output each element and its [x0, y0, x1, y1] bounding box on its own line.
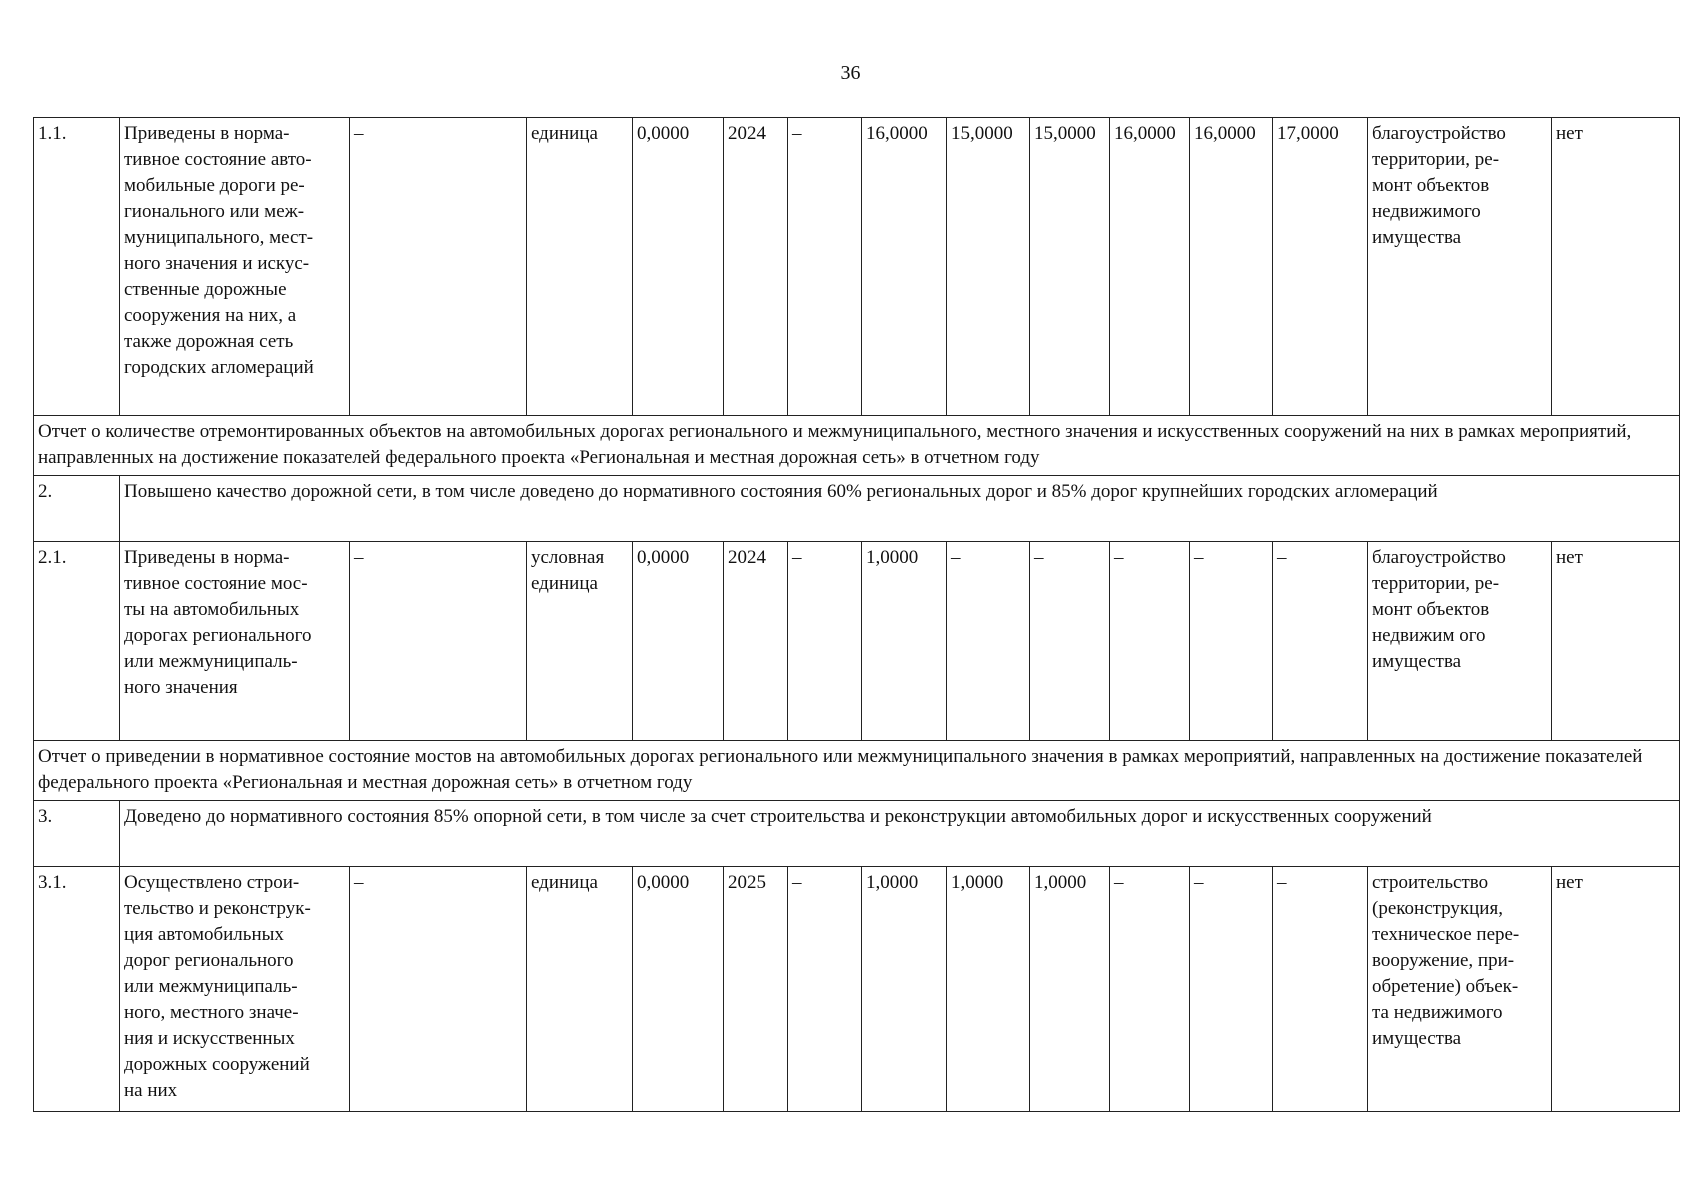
report-row: [34, 741, 1680, 801]
value-cell: 1,0000: [1030, 867, 1110, 1112]
indicator-title: Осуществлено строи- тельство и реконструк- ция автомобильных дорог регионального или межмуниципаль- ного, местного значе- ния и искусственных дорожных сооружений на них: [120, 867, 350, 1112]
value-cell: –: [1190, 542, 1273, 741]
value-cell: 16,0000: [1190, 118, 1273, 416]
section-number: 2.: [34, 476, 120, 542]
indicator-row: [34, 542, 1680, 741]
unit-cell: единица: [527, 118, 633, 416]
section-row: [34, 801, 1680, 867]
base-value: 0,0000: [633, 118, 724, 416]
year-cell: 2024: [724, 118, 788, 416]
base-value: 0,0000: [633, 542, 724, 741]
category-cell: строительство (реконструкция, техническое пере- вооружение, при- обретение) объек- та недвижимого имущества: [1368, 867, 1552, 1112]
flag-cell: нет: [1552, 867, 1680, 1112]
value-cell: 1,0000: [947, 867, 1030, 1112]
value-cell: –: [1273, 542, 1368, 741]
value-cell: –: [1030, 542, 1110, 741]
value-cell: –: [947, 542, 1030, 741]
year-cell: 2024: [724, 542, 788, 741]
indicator-row: [34, 867, 1680, 1112]
value-cell: 16,0000: [1110, 118, 1190, 416]
indicators-table: [33, 117, 1680, 1112]
cell-dash: –: [788, 118, 862, 416]
row-number: 3.1.: [34, 867, 120, 1112]
cell-dash: –: [788, 867, 862, 1112]
value-cell: 15,0000: [1030, 118, 1110, 416]
section-title: Повышено качество дорожной сети, в том числе доведено до нормативного состояния 60% региональных дорог и 85% дорог крупнейших городских агломераций: [120, 476, 1680, 542]
value-cell: –: [1190, 867, 1273, 1112]
section-row: [34, 476, 1680, 542]
report-row: [34, 416, 1680, 476]
value-cell: 16,0000: [862, 118, 947, 416]
flag-cell: нет: [1552, 118, 1680, 416]
value-cell: –: [1110, 542, 1190, 741]
report-text: Отчет о приведении в нормативное состояние мостов на автомобильных дорогах регионального или межмуниципального значения в рамках мероприятий, направленных на достижение показателей федерального проекта «Региональная и местная дорожная сеть» в отчетном году: [34, 741, 1680, 801]
year-cell: 2025: [724, 867, 788, 1112]
row-number: 2.1.: [34, 542, 120, 741]
indicator-row: [34, 118, 1680, 416]
cell-dash: –: [350, 867, 527, 1112]
row-number: 1.1.: [34, 118, 120, 416]
indicator-title: Приведены в норма- тивное состояние мос- ты на автомобильных дорогах регионального или межмуниципаль- ного значения: [120, 542, 350, 741]
section-number: 3.: [34, 801, 120, 867]
value-cell: 1,0000: [862, 867, 947, 1112]
value-cell: 1,0000: [862, 542, 947, 741]
cell-dash: –: [350, 118, 527, 416]
category-cell: благоустройство территории, ре- монт объектов недвижим ого имущества: [1368, 542, 1552, 741]
cell-dash: –: [350, 542, 527, 741]
report-text: Отчет о количестве отремонтированных объектов на автомобильных дорогах регионального и межмуниципального, местного значения и искусственных сооружений на них в рамках мероприятий, направленных на достижение показателей федерального проекта «Региональная и местная дорожная сеть» в отчетном году: [34, 416, 1680, 476]
value-cell: –: [1273, 867, 1368, 1112]
indicator-title: Приведены в норма- тивное состояние авто- мобильные дороги ре- гионального или меж- муниципального, мест- ного значения и искус- ственные дорожные сооружения на них, а также дорожная сеть городских агломераций: [120, 118, 350, 416]
category-cell: благоустройство территории, ре- монт объектов недвижимого имущества: [1368, 118, 1552, 416]
value-cell: 15,0000: [947, 118, 1030, 416]
section-title: Доведено до нормативного состояния 85% опорной сети, в том числе за счет строительства и реконструкции автомобильных дорог и искусственных сооружений: [120, 801, 1680, 867]
flag-cell: нет: [1552, 542, 1680, 741]
base-value: 0,0000: [633, 867, 724, 1112]
value-cell: 17,0000: [1273, 118, 1368, 416]
page-number: 36: [840, 62, 861, 84]
unit-cell: условная единица: [527, 542, 633, 741]
value-cell: –: [1110, 867, 1190, 1112]
cell-dash: –: [788, 542, 862, 741]
unit-cell: единица: [527, 867, 633, 1112]
